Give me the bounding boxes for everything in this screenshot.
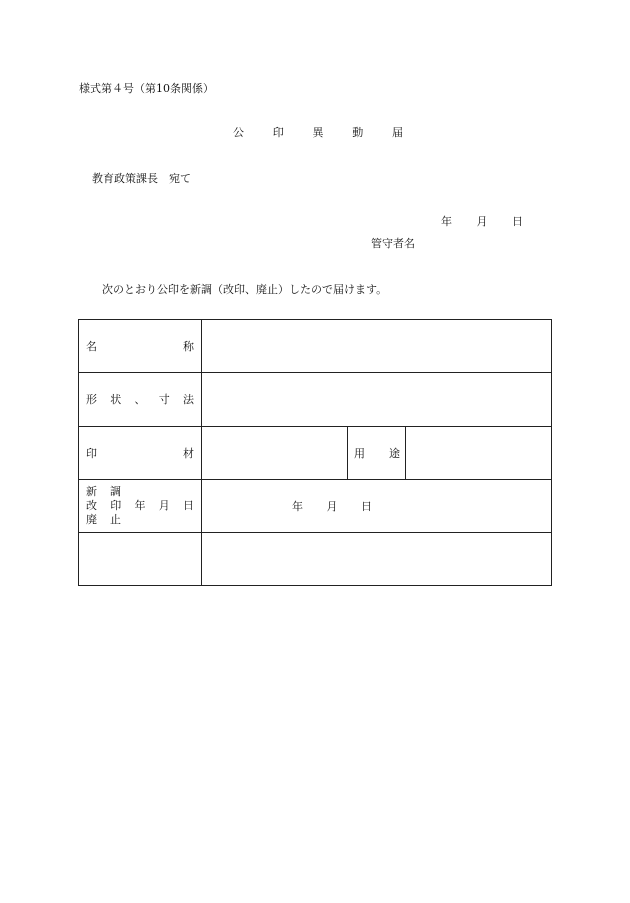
label-char: 寸: [158, 393, 170, 406]
label-char: 月: [158, 499, 170, 512]
label-char: 途: [389, 447, 400, 460]
change-date-value: [292, 500, 372, 514]
label-char: 名: [86, 340, 97, 353]
form-number: 様式第４号（第10条関係）: [79, 82, 214, 95]
day-label: 日: [361, 500, 372, 513]
title-char: 異: [312, 126, 324, 139]
label-line: [86, 499, 194, 513]
month-label: 月: [476, 215, 488, 228]
purpose-divider: [405, 426, 406, 479]
label-char: 年: [134, 499, 146, 512]
manager-name-label: 管守者名: [371, 237, 415, 250]
year-label: 年: [292, 500, 303, 513]
submission-date: [441, 215, 523, 229]
label-line: [86, 513, 194, 527]
row-divider: [79, 479, 551, 480]
label-char: 、: [134, 393, 146, 406]
name-label: [86, 340, 194, 354]
title-char: 印: [272, 126, 284, 139]
label-char: 形: [86, 393, 97, 406]
year-label: 年: [441, 215, 452, 228]
purpose-label: [354, 447, 400, 461]
document-title: [233, 126, 403, 140]
title-char: 公: [233, 126, 244, 139]
material-label: [86, 447, 194, 461]
blank-label-cell: [79, 533, 201, 585]
shape-size-label: [86, 393, 194, 407]
label-char: 印: [110, 499, 122, 512]
label-char: 用: [354, 447, 365, 460]
label-char: 止: [110, 513, 121, 526]
blank-value-cell: [202, 533, 551, 585]
purpose-divider: [347, 426, 348, 479]
label-char: 法: [183, 393, 194, 406]
row-divider: [79, 372, 551, 373]
form-table: [78, 319, 552, 586]
label-char: 改: [86, 499, 97, 512]
label-char: 日: [183, 499, 194, 512]
addressee: 教育政策課長 宛て: [92, 172, 191, 185]
label-char: 新: [86, 485, 97, 498]
row-divider: [79, 426, 551, 427]
intro-text: 次のとおり公印を新調（改印、廃止）したので届けます。: [102, 283, 388, 296]
label-char: 材: [183, 447, 194, 460]
label-char: 状: [110, 393, 122, 406]
label-char: 廃: [86, 513, 97, 526]
title-char: 届: [392, 126, 403, 139]
day-label: 日: [512, 215, 523, 228]
label-char: 調: [110, 485, 121, 498]
label-char: 印: [86, 447, 97, 460]
label-line: [86, 485, 194, 499]
change-date-label: [86, 485, 194, 527]
month-label: 月: [326, 500, 338, 513]
title-char: 動: [352, 126, 364, 139]
label-char: 称: [183, 340, 194, 353]
